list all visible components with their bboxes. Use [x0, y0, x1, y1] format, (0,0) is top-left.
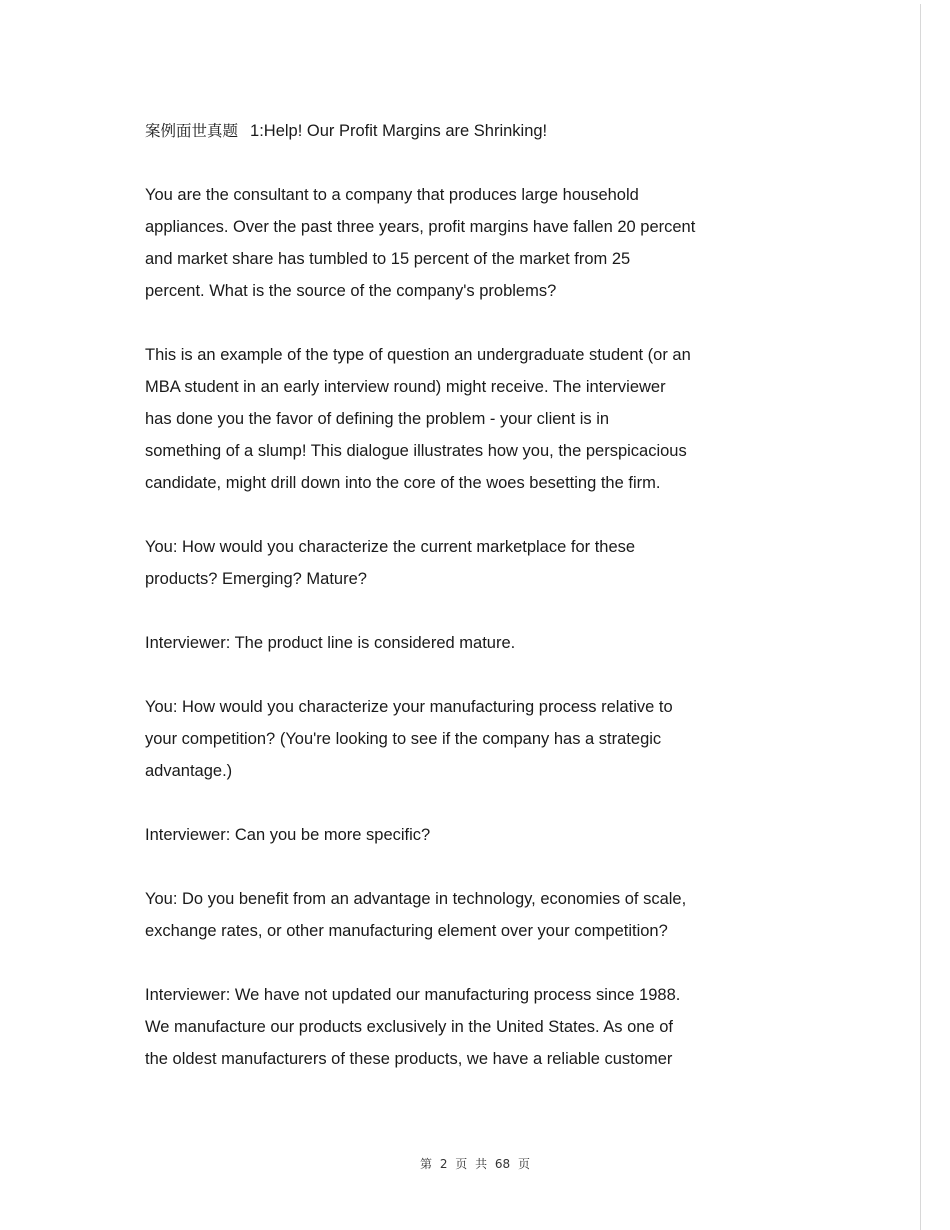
page-number-footer: 第 2 页 共 68 页: [420, 1157, 530, 1171]
paragraph-interviewer-updated: Interviewer: We have not updated our manufacturing process since 1988. We manufacture our products exclusively in the United States. As one of the oldest manufacturers of these products, we have a reliable customer: [145, 986, 681, 1068]
paragraph-interviewer-specific: Interviewer: Can you be more specific?: [145, 826, 431, 844]
paragraph-explanation: This is an example of the type of question an undergraduate student (or an MBA student in an early interview round) might receive. The interviewer has done you the favor of defining the problem - your client is in something of a slump! This dialogue illustrates how you, the perspicacious candidate, might drill down into the core of the woes besetting the firm.: [145, 346, 691, 492]
page-edge-divider: [920, 4, 921, 1230]
title-chinese: 案例面世真题: [145, 122, 239, 140]
paragraph-you-manufacturing: You: How would you characterize your manufacturing process relative to your competition? (You're looking to see if the company has a strategic advantage.): [145, 698, 673, 780]
paragraph-you-advantage: You: Do you benefit from an advantage in technology, economies of scale, exchange rates, or other manufacturing element over your competition?: [145, 890, 687, 940]
document-body: [145, 115, 745, 1075]
title-english: 1:Help! Our Profit Margins are Shrinking!: [250, 122, 548, 140]
paragraph-intro-question: You are the consultant to a company that produces large household appliances. Over the past three years, profit margins have fallen 20 percent and market share has tumbled to 15 percent of the market from 25 percent. What is the source of the company's problems?: [145, 186, 696, 300]
document-title: [145, 115, 745, 147]
paragraph-interviewer-mature: Interviewer: The product line is considered mature.: [145, 634, 516, 652]
paragraph-you-marketplace: You: How would you characterize the current marketplace for these products? Emerging? Mature?: [145, 538, 636, 588]
